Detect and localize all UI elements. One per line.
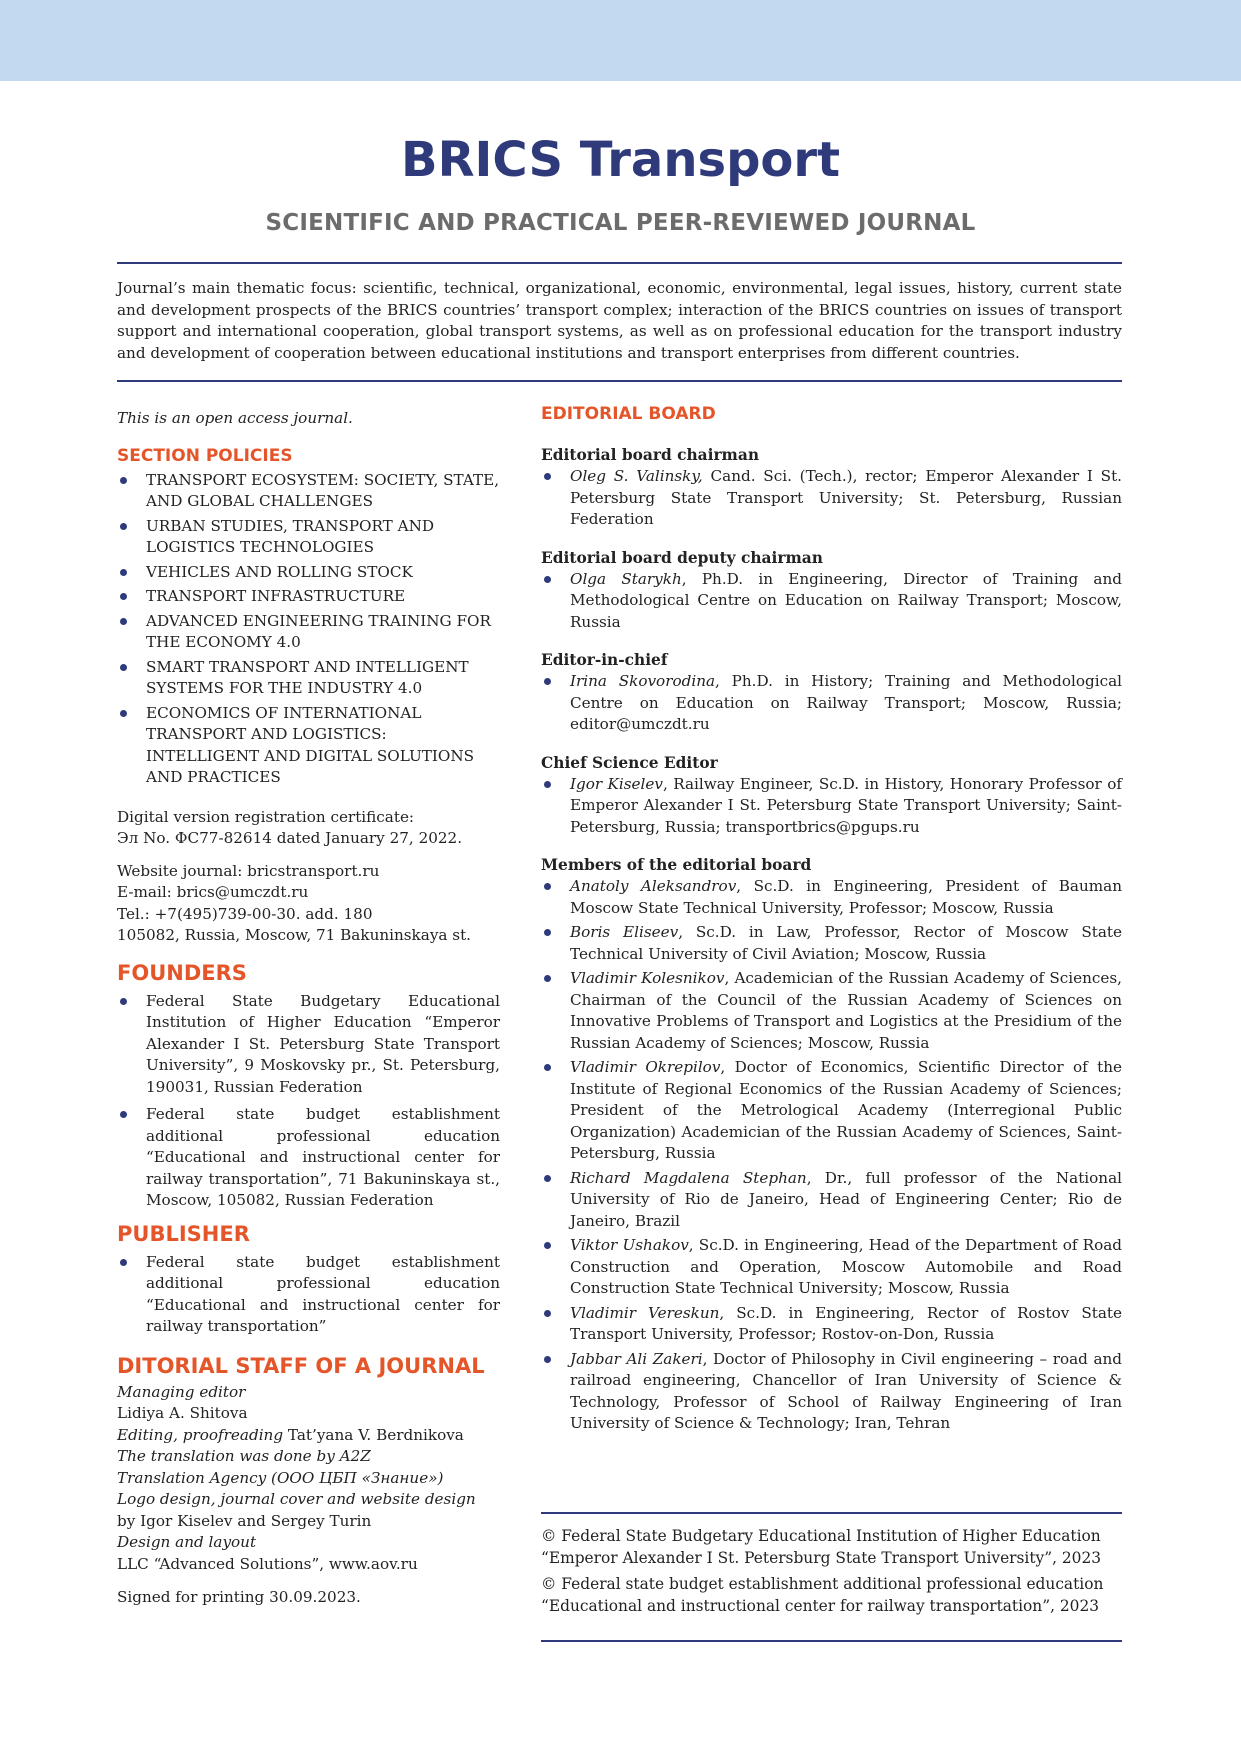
editing-label: Editing, proofreading: [117, 1425, 284, 1444]
person-details: Cand. Sci. (Tech.), rector; Emperor Alexander I St. Petersburg State Transport University; St. Petersburg, Russian Federation: [570, 467, 1123, 528]
phone-line: Tel.: +7(495)739-00-30. add. 180: [117, 904, 373, 923]
person-details: , Academician of the Russian Academy of Sciences, Chairman of the Council of the Russian Academy of Sciences on Innovative Problems of Transport and Logistics at the Presidium of the Russian Academy of Sciences; Moscow, Russia: [570, 969, 1123, 1052]
layout-label: Design and layout: [117, 1533, 257, 1551]
person-name: Richard Magdalena Stephan: [570, 1168, 807, 1187]
person-details: , Doctor of Philosophy in Civil engineering – road and railroad engineering, Chancellor of Iran University of Science & Technology, Professor of School of Railway Engineering of Iran University of Science & Technology; Iran, Tehran: [570, 1349, 1123, 1432]
website-line: Website journal: bricstransport.ru: [117, 861, 380, 880]
publisher-heading: PUBLISHER: [117, 1221, 250, 1246]
layout-name: LLC “Advanced Solutions”, www.aov.ru: [117, 1554, 418, 1573]
chairman-list: [541, 466, 1122, 531]
copyright-line: © Federal state budget establishment additional professional education “Educational and instructional center for railway transportation”, 2023: [541, 1575, 1104, 1615]
list-item: ECONOMICS OF INTERNATIONAL TRANSPORT AND LOGISTICS: INTELLIGENT AND DIGITAL SOLUTIONS AND PRACTICES: [117, 703, 500, 789]
copyright-bottom-divider: [541, 1640, 1122, 1642]
list-item: [541, 569, 1122, 634]
founders-heading: FOUNDERS: [117, 960, 247, 985]
deputy-list: [541, 569, 1122, 634]
person-details: , Ph.D. in Engineering, Director of Training and Methodological Centre on Education on Railway Transport; Moscow, Russia: [570, 569, 1122, 631]
list-item: [541, 774, 1122, 839]
deputy-chairman-label: Editorial board deputy chairman: [541, 548, 823, 567]
managing-editor-name: Lidiya A. Shitova: [117, 1404, 248, 1422]
list-item: TRANSPORT INFRASTRUCTURE: [117, 586, 500, 608]
list-item: Federal state budget establishment additional professional education “Educational and instructional center for railway transportation”, 71 Bakuninskaya st., Moscow, 105082, Russian Federation: [117, 1104, 500, 1212]
copyright-block: [541, 1526, 1122, 1617]
person-name: Oleg S. Valinsky,: [570, 467, 703, 485]
person-details: , Sc.D. in Engineering, Rector of Rostov State Transport University, Professor; Rostov-on-Don, Russia: [570, 1303, 1122, 1343]
section-policies-list: [117, 470, 500, 789]
list-item: [541, 1303, 1122, 1346]
editor-in-chief-list: [541, 671, 1122, 736]
registration-number: Эл No. ФС77-82614 dated January 27, 2022.: [117, 829, 463, 847]
person-details: , Doctor of Economics, Scientific Director of the Institute of Regional Economics of the Russian Academy of Sciences; President of the Metrological Academy (Interregional Public Organization) Academician of the Russian Academy of Sciences, Saint-Petersburg, Russia: [570, 1058, 1122, 1162]
publisher-list: [117, 1252, 500, 1338]
left-column: [117, 408, 500, 1609]
person-details: , Railway Engineer, Sc.D. in History, Honorary Professor of Emperor Alexander I St. Petersburg State Transport University; Saint-Petersburg, Russia; transportbrics@pgups.ru: [570, 774, 1122, 836]
email-line: E-mail: brics@umczdt.ru: [117, 883, 309, 901]
editorial-staff-heading: DITORIAL STAFF OF A JOURNAL: [117, 1353, 485, 1378]
address-line: 105082, Russia, Moscow, 71 Bakuninskaya st.: [117, 926, 472, 944]
person-details: , Sc.D. in Law, Professor, Rector of Moscow State Technical University of Civil Aviation; Moscow, Russia: [570, 923, 1123, 963]
managing-editor-label: Managing editor: [117, 1382, 246, 1401]
journal-subtitle: SCIENTIFIC AND PRACTICAL PEER-REVIEWED JOURNAL: [265, 210, 976, 236]
list-item: Federal state budget establishment additional professional education “Educational and instructional center for railway transportation”: [117, 1252, 500, 1338]
person-name: Viktor Ushakov: [570, 1236, 689, 1254]
journal-title: BRICS Transport: [400, 132, 841, 188]
intro-divider: [117, 380, 1122, 382]
chief-science-editor-label: Chief Science Editor: [541, 753, 718, 772]
editing-name: Tat’yana V. Berdnikova: [283, 1425, 464, 1444]
contacts-block: [117, 861, 500, 947]
person-name: Olga Starykh: [570, 569, 682, 588]
person-name: Vladimir Kolesnikov: [570, 969, 725, 987]
person-details: , Sc.D. in Engineering, President of Bauman Moscow State Technical University, Professor; Moscow, Russia: [570, 877, 1123, 917]
right-column: [541, 402, 1122, 1438]
design-label: Logo design, journal cover and website design: [117, 1490, 476, 1508]
founders-list: [117, 991, 500, 1212]
list-item: TRANSPORT ECOSYSTEM: SOCIETY, STATE, AND GLOBAL CHALLENGES: [117, 470, 500, 513]
top-color-band: [0, 0, 1241, 81]
editing-line: [117, 1425, 500, 1447]
thematic-focus-text: Journal’s main thematic focus: scientific, technical, organizational, economic, environmental, legal issues, history, current state and development prospects of the BRICS countries’ transport complex; interaction of the BRICS countries on issues of transport support and international cooperation, global transport systems, as well as on professional education for the transport industry and development of cooperation between educational institutions and transport enterprises from different countries.: [117, 279, 1122, 362]
person-details: , Ph.D. in History; Training and Methodological Centre on Education on Railway Transport; Moscow, Russia; editor@umczdt.ru: [570, 672, 1122, 733]
chairman-label: Editorial board chairman: [541, 446, 760, 464]
person-details: , Sc.D. in Engineering, Head of the Department of Road Construction and Operation, Moscow Automobile and Road Construction State Technical University; Moscow, Russia: [570, 1236, 1122, 1297]
list-item: Federal State Budgetary Educational Institution of Higher Education “Emperor Alexander I St. Petersburg State Transport University”, 9 Moskovsky pr., St. Petersburg, 190031, Russian Federation: [117, 991, 500, 1099]
person-name: Vladimir Vereskun: [570, 1303, 720, 1322]
list-item: [541, 876, 1122, 919]
list-item: [541, 671, 1122, 736]
section-policies-heading: SECTION POLICIES: [117, 445, 293, 466]
person-details: , Dr., full professor of the National University of Rio de Janeiro, Head of Engineering Center; Rio de Janeiro, Brazil: [570, 1168, 1122, 1230]
person-name: Igor Kiselev: [570, 774, 663, 793]
list-item: [541, 1057, 1122, 1165]
members-list: [541, 876, 1122, 1435]
science-editor-list: [541, 774, 1122, 839]
members-label: Members of the editorial board: [541, 856, 812, 874]
signed-for-printing: Signed for printing 30.09.2023.: [117, 1588, 361, 1606]
editor-in-chief-label: Editor-in-chief: [541, 651, 668, 669]
list-item: [541, 1168, 1122, 1233]
copyright-top-divider: [541, 1512, 1122, 1514]
person-name: Anatoly Aleksandrov: [570, 877, 737, 895]
design-names: by Igor Kiselev and Sergey Turin: [117, 1511, 372, 1530]
list-item: [541, 1235, 1122, 1300]
registration-line: Digital version registration certificate:: [117, 807, 415, 826]
copyright-line: © Federal State Budgetary Educational Institution of Higher Education “Emperor Alexander I St. Petersburg State Transport University”, 2023: [541, 1527, 1102, 1567]
translation-agency: Translation Agency (ООО ЦБП «Знание»): [117, 1468, 444, 1487]
person-name: Boris Eliseev: [570, 923, 679, 941]
person-name: Irina Skovorodina: [570, 672, 716, 690]
translation-line: The translation was done by A2Z: [117, 1447, 371, 1465]
top-divider: [117, 262, 1122, 264]
list-item: URBAN STUDIES, TRANSPORT AND LOGISTICS TECHNOLOGIES: [117, 516, 500, 559]
list-item: [541, 1349, 1122, 1435]
list-item: [541, 922, 1122, 965]
list-item: ADVANCED ENGINEERING TRAINING FOR THE ECONOMY 4.0: [117, 611, 500, 654]
open-access-note: This is an open access journal.: [117, 409, 353, 427]
list-item: SMART TRANSPORT AND INTELLIGENT SYSTEMS FOR THE INDUSTRY 4.0: [117, 657, 500, 700]
registration-block: [117, 807, 500, 850]
person-name: Vladimir Okrepilov: [570, 1058, 721, 1076]
editorial-board-heading: EDITORIAL BOARD: [541, 404, 716, 424]
list-item: [541, 968, 1122, 1054]
list-item: VEHICLES AND ROLLING STOCK: [117, 562, 500, 584]
list-item: [541, 466, 1122, 531]
editorial-staff-block: [117, 1382, 500, 1609]
person-name: Jabbar Ali Zakeri: [570, 1349, 703, 1368]
